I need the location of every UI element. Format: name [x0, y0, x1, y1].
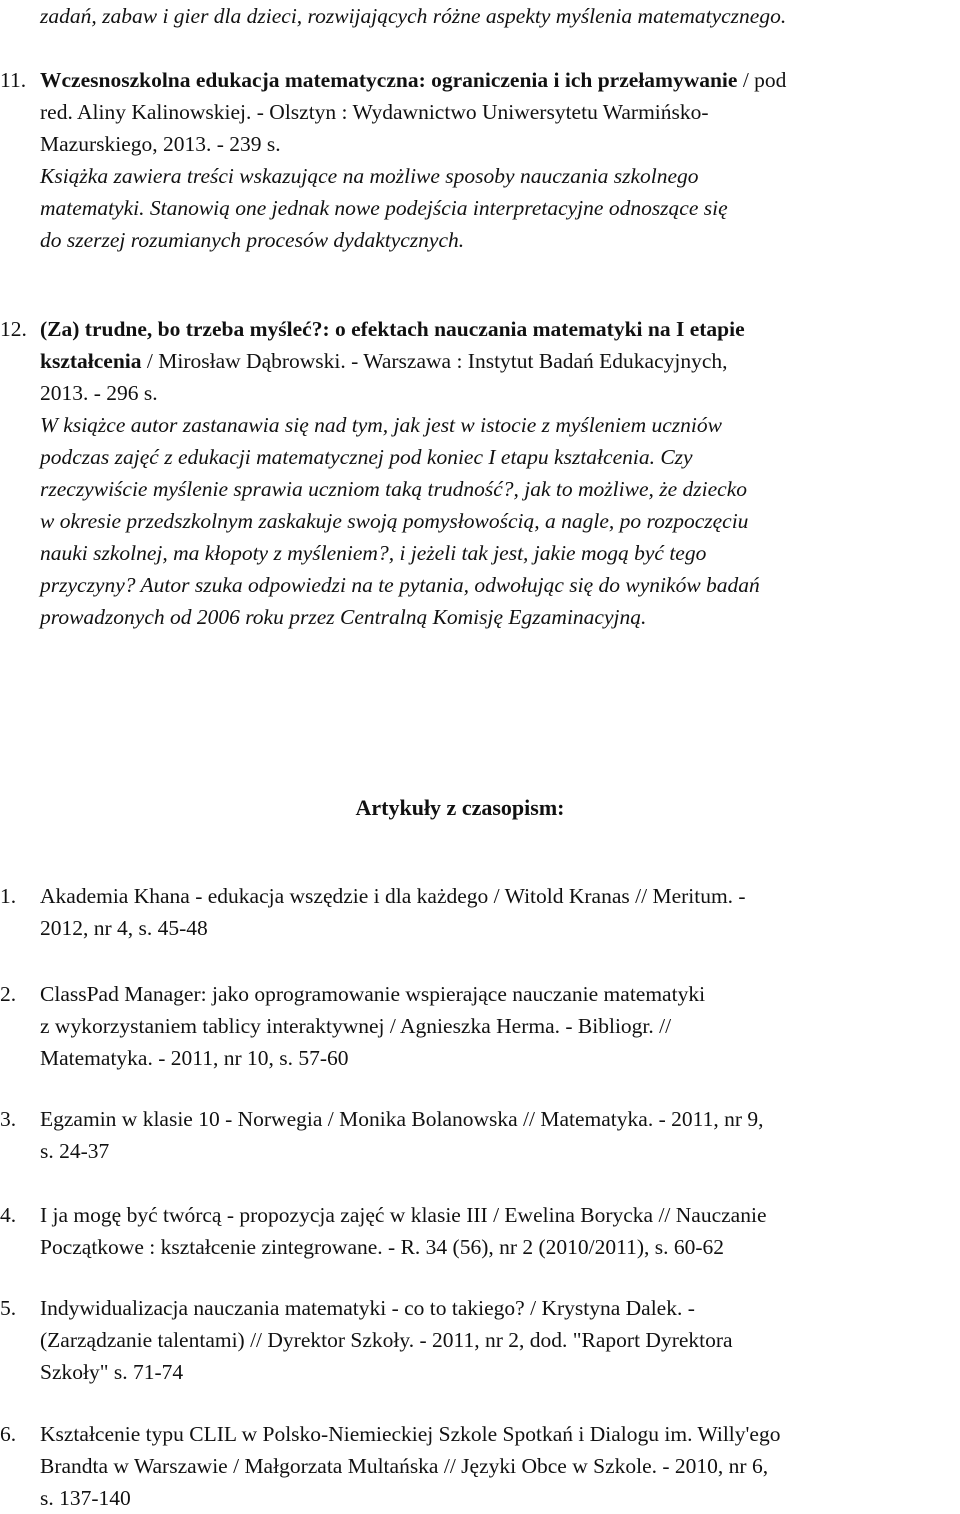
article-number: 6.	[0, 1422, 17, 1446]
article-number: 4.	[0, 1203, 17, 1227]
article-entry-2	[0, 978, 945, 1074]
article-entry-1	[0, 880, 945, 944]
article-line: (Zarządzanie talentami) // Dyrektor Szkoły. - 2011, nr 2, dod. "Raport Dyrektora	[40, 1328, 733, 1352]
book-citation-text: / Mirosław Dąbrowski. - Warszawa : Instytut Badań Edukacyjnych,	[141, 349, 728, 373]
book-description-line: Książka zawiera treści wskazujące na możliwe sposoby nauczania szkolnego	[40, 164, 699, 188]
book-title-line	[40, 313, 945, 345]
book-number: 11.	[0, 68, 27, 92]
article-entry-6	[0, 1418, 945, 1514]
article-line: Brandta w Warszawie / Małgorzata Multańska // Języki Obce w Szkole. - 2010, nr 6,	[40, 1454, 769, 1478]
article-line: s. 24-37	[40, 1139, 110, 1163]
article-line: ClassPad Manager: jako oprogramowanie wspierające nauczanie matematyki	[40, 982, 706, 1006]
section-heading: Artykuły z czasopism:	[355, 795, 565, 820]
book-citation-line: red. Aliny Kalinowskiej. - Olsztyn : Wydawnictwo Uniwersytetu Warmińsko-	[40, 100, 709, 124]
intro-description-line: zadań, zabaw i gier dla dzieci, rozwijających różne aspekty myślenia matematycznego.	[40, 4, 787, 28]
book-citation-line	[40, 64, 945, 96]
article-line: Kształcenie typu CLIL w Polsko-Niemieckiej Szkole Spotkań i Dialogu im. Willy'ego	[40, 1422, 781, 1446]
article-line: s. 137-140	[40, 1486, 131, 1510]
article-number: 3.	[0, 1107, 17, 1131]
book-citation-line: 2013. - 296 s.	[40, 381, 158, 405]
article-entry-4	[0, 1199, 945, 1263]
article-number: 2.	[0, 982, 17, 1006]
article-number: 1.	[0, 884, 17, 908]
book-description-line: podczas zajęć z edukacji matematycznej pod koniec I etapu kształcenia. Czy	[40, 445, 693, 469]
book-title-continued: kształcenia	[40, 349, 142, 373]
book-description-line: do szerzej rozumianych procesów dydaktycznych.	[40, 228, 465, 252]
article-line: Egzamin w klasie 10 - Norwegia / Monika Bolanowska // Matematyka. - 2011, nr 9,	[40, 1107, 764, 1131]
article-entry-5	[0, 1292, 945, 1388]
book-number: 12.	[0, 317, 27, 341]
book-citation-text: / pod	[737, 68, 787, 92]
book-description-line: rzeczywiście myślenie sprawia uczniom taką trudność?, jak to możliwe, że dziecko	[40, 477, 748, 501]
book-description-line: matematyki. Stanowią one jednak nowe podejścia interpretacyjne odnoszące się	[40, 196, 728, 220]
article-number: 5.	[0, 1296, 17, 1320]
book-citation-line	[40, 345, 945, 377]
article-line: Matematyka. - 2011, nr 10, s. 57-60	[40, 1046, 349, 1070]
article-line: Szkoły" s. 71-74	[40, 1360, 184, 1384]
article-line: Akademia Khana - edukacja wszędzie i dla każdego / Witold Kranas // Meritum. -	[40, 884, 746, 908]
article-entry-3	[0, 1103, 945, 1167]
book-entry-12	[0, 313, 945, 633]
article-line: z wykorzystaniem tablicy interaktywnej / Agnieszka Herma. - Bibliogr. //	[40, 1014, 672, 1038]
article-line: I ja mogę być twórcą - propozycja zajęć w klasie III / Ewelina Borycka // Nauczanie	[40, 1203, 767, 1227]
book-description-line: przyczyny? Autor szuka odpowiedzi na te pytania, odwołując się do wyników badań	[40, 573, 760, 597]
article-line: Indywidualizacja nauczania matematyki - co to takiego? / Krystyna Dalek. -	[40, 1296, 695, 1320]
book-description-line: w okresie przedszkolnym zaskakuje swoją pomysłowością, a nagle, po rozpoczęciu	[40, 509, 749, 533]
article-line: Początkowe : kształcenie zintegrowane. - R. 34 (56), nr 2 (2010/2011), s. 60-62	[40, 1235, 725, 1259]
book-title: (Za) trudne, bo trzeba myśleć?: o efektach nauczania matematyki na I etapie	[40, 317, 745, 341]
book-description-line: W książce autor zastanawia się nad tym, jak jest w istocie z myśleniem uczniów	[40, 413, 722, 437]
book-entry-11	[0, 64, 945, 256]
article-line: 2012, nr 4, s. 45-48	[40, 916, 208, 940]
book-title: Wczesnoszkolna edukacja matematyczna: ograniczenia i ich przełamywanie	[40, 68, 738, 92]
book-description-line: prowadzonych od 2006 roku przez Centralną Komisję Egzaminacyjną.	[40, 605, 647, 629]
book-description-line: nauki szkolnej, ma kłopoty z myśleniem?, i jeżeli tak jest, jakie mogą być tego	[40, 541, 707, 565]
book-citation-line: Mazurskiego, 2013. - 239 s.	[40, 132, 281, 156]
